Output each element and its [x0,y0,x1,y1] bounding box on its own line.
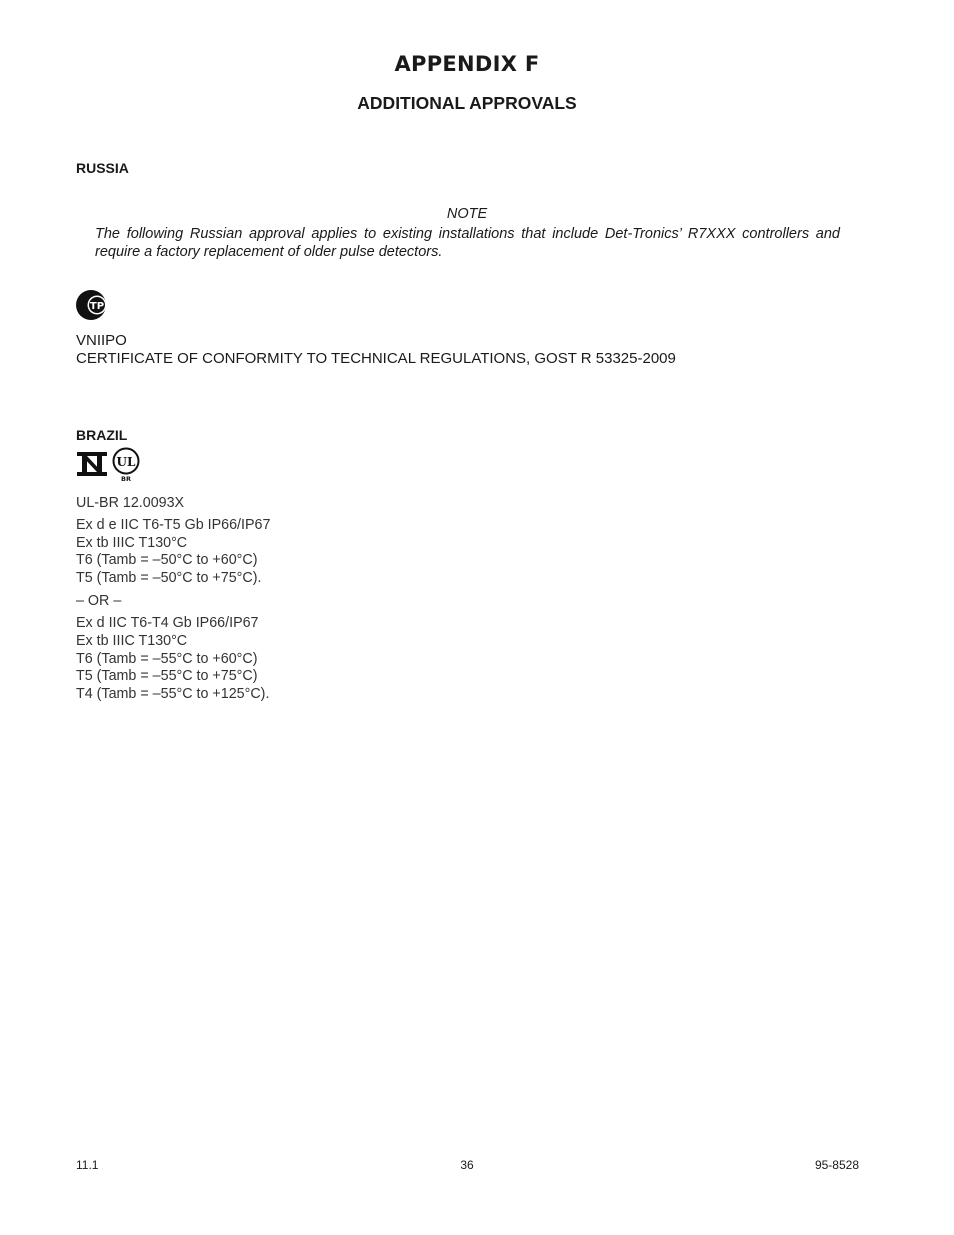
eac-tr-mark-icon [76,289,110,321]
note-text: The following Russian approval applies to existing installations that include Det-Tronics’ R7XXX controllers and require a factory replacement of older pulse detectors. [95,226,840,260]
or-separator: – OR – [76,593,122,609]
svg-text:UL: UL [116,455,136,469]
brazil-marking-2-line-4: T5 (Tamb = –55°C to +75°C) [76,668,258,684]
ul-br-logo [112,447,142,483]
svg-text:ТР: ТР [89,301,105,312]
footer-revision: 11.1 [76,1158,99,1172]
russia-agency: VNIIPO [76,332,127,349]
footer-document-number: 95-8528 [814,1158,859,1172]
brazil-marking-2-line-1: Ex d IIC T6-T4 Gb IP66/IP67 [76,615,259,631]
note-label: NOTE [446,206,488,222]
ul-br-mark-icon [112,447,142,483]
svg-text:BR: BR [121,475,131,483]
russia-certificate: CERTIFICATE OF CONFORMITY TO TECHNICAL REGULATIONS, GOST R 53325-2009 [76,350,676,367]
inmetro-mark-icon [76,449,108,479]
brazil-marking-2-line-3: T6 (Tamb = –55°C to +60°C) [76,651,258,667]
brazil-marking-1-line-1: Ex d e IIC T6-T5 Gb IP66/IP67 [76,517,271,533]
brazil-marking-1-line-3: T6 (Tamb = –50°C to +60°C) [76,552,258,568]
inmetro-logo [76,449,108,479]
russia-heading: RUSSIA [76,160,129,176]
page-title: APPENDIX F [394,52,540,76]
page-subtitle: ADDITIONAL APPROVALS [357,93,577,113]
footer-page-number: 36 [460,1158,474,1172]
brazil-certificate: UL-BR 12.0093X [76,495,185,511]
brazil-marking-2-line-2: Ex tb IIIC T130°C [76,633,188,649]
brazil-marking-2-line-5: T4 (Tamb = –55°C to +125°C). [76,686,270,702]
brazil-heading: BRAZIL [76,427,128,443]
russian-certification-logo [76,289,110,321]
brazil-marking-1-line-2: Ex tb IIIC T130°C [76,535,188,551]
brazil-marking-1-line-4: T5 (Tamb = –50°C to +75°C). [76,570,262,586]
